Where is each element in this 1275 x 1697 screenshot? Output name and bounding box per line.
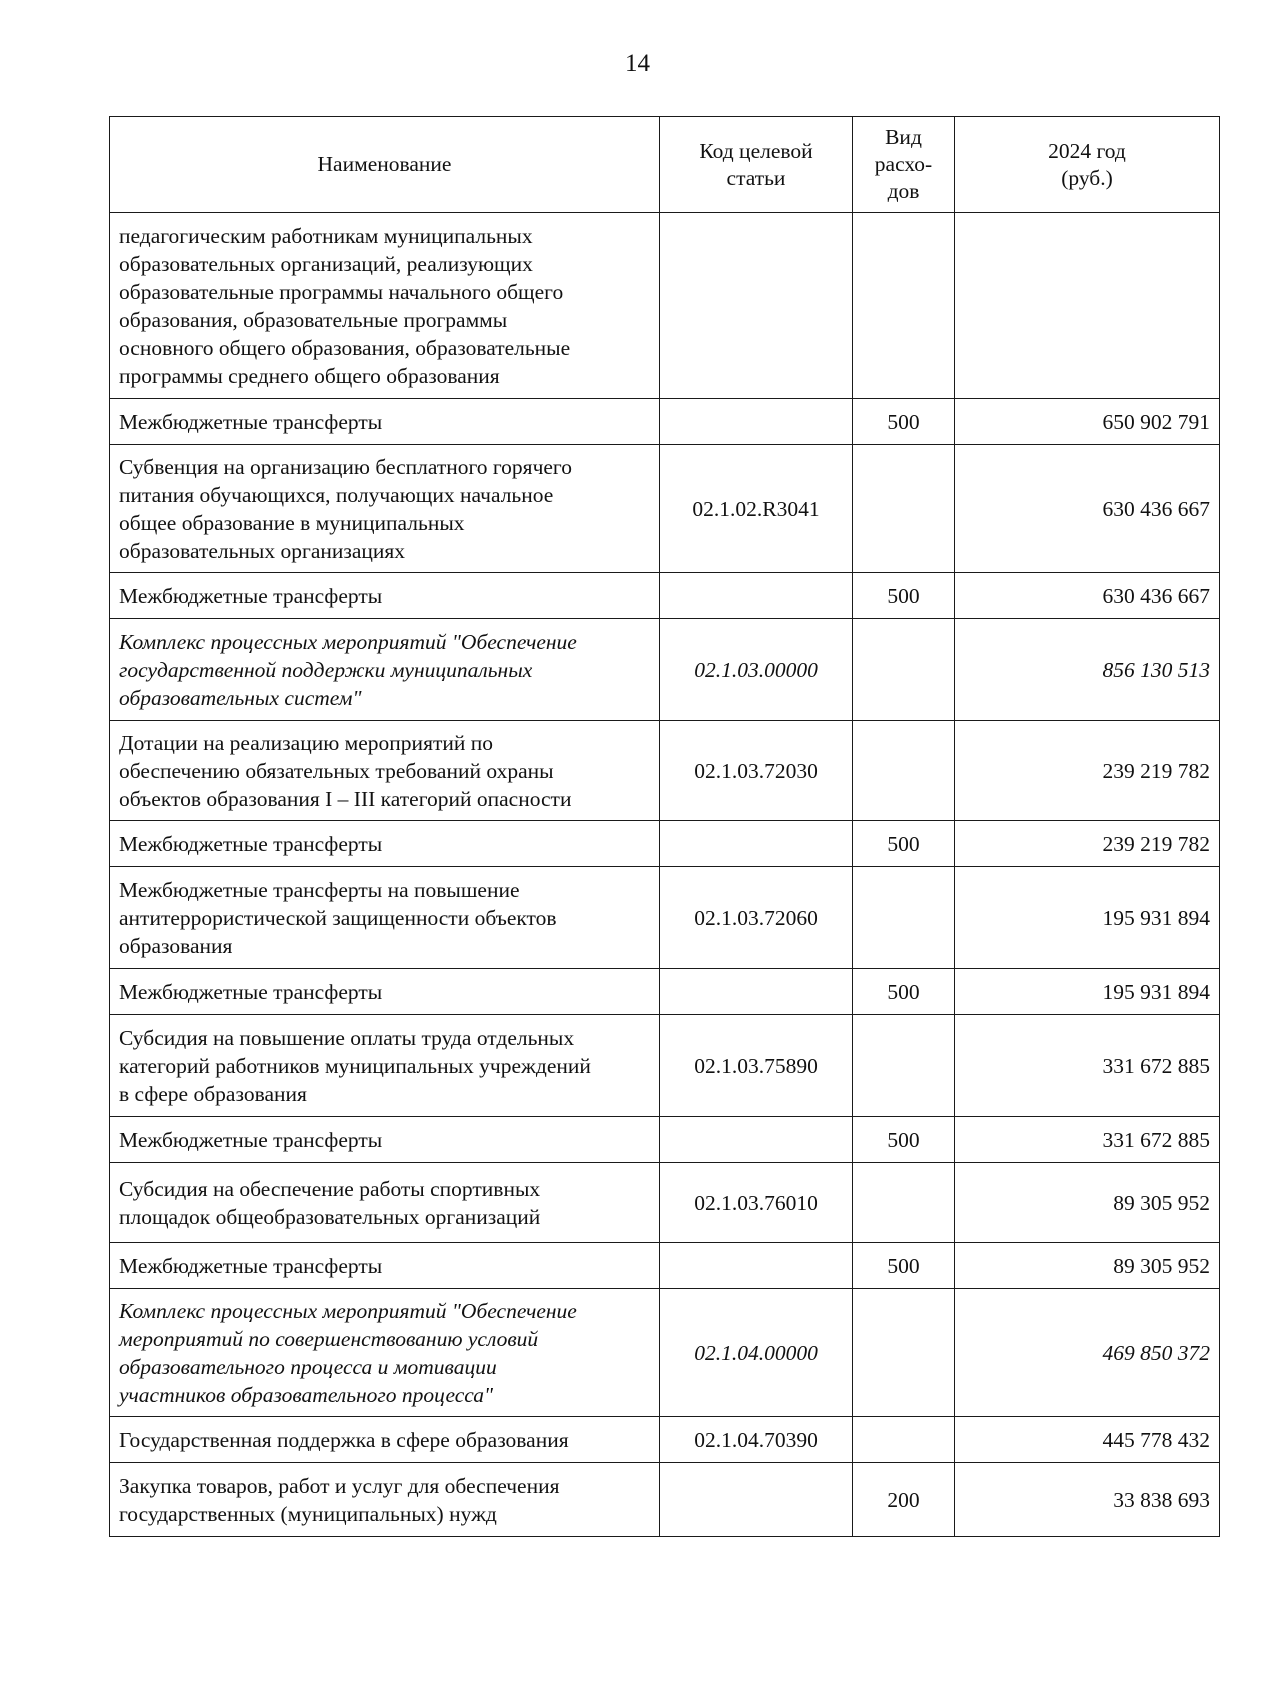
row-name-line: образовательные программы начального общего [119, 279, 564, 304]
row-name-line: образовательных организациях [119, 538, 406, 563]
row-name [110, 1163, 660, 1243]
row-code: 02.1.04.70390 [660, 1417, 853, 1463]
row-kind [853, 721, 955, 821]
header-name-text: Наименование [317, 152, 452, 176]
row-name-line: Дотации на реализацию мероприятий по [119, 730, 493, 755]
row-name [110, 721, 660, 821]
row-name [110, 573, 660, 619]
row-amount: 331 672 885 [955, 1117, 1220, 1163]
row-name-line: участников образовательного процесса" [119, 1382, 494, 1407]
row-kind [853, 867, 955, 969]
row-name-line: Комплекс процессных мероприятий "Обеспечение [119, 629, 577, 654]
row-kind [853, 619, 955, 721]
row-name-line: Комплекс процессных мероприятий "Обеспечение [119, 1298, 577, 1323]
row-amount: 89 305 952 [955, 1163, 1220, 1243]
row-name-line: питания обучающихся, получающих начальное [119, 482, 554, 507]
row-name-line: мероприятий по совершенствованию условий [119, 1326, 539, 1351]
table-row [110, 399, 1220, 445]
row-kind [853, 1163, 955, 1243]
row-name-line: Субсидия на обеспечение работы спортивных [119, 1176, 541, 1201]
row-kind [853, 213, 955, 399]
table-row [110, 213, 1220, 399]
row-code [660, 573, 853, 619]
row-code [660, 969, 853, 1015]
row-name-line: Межбюджетные трансферты [119, 583, 383, 608]
row-name-line: объектов образования I – III категорий опасности [119, 786, 572, 811]
row-code: 02.1.03.75890 [660, 1015, 853, 1117]
row-code [660, 399, 853, 445]
row-kind [853, 1015, 955, 1117]
row-amount: 89 305 952 [955, 1243, 1220, 1289]
row-name [110, 619, 660, 721]
row-code [660, 1243, 853, 1289]
row-kind: 500 [853, 969, 955, 1015]
row-code [660, 1463, 853, 1537]
row-amount: 239 219 782 [955, 721, 1220, 821]
table-row [110, 1243, 1220, 1289]
table-row [110, 445, 1220, 573]
table-row [110, 721, 1220, 821]
row-name-line: Межбюджетные трансферты на повышение [119, 877, 520, 902]
row-name-line: Межбюджетные трансферты [119, 1253, 383, 1278]
row-name-line: программы среднего общего образования [119, 363, 500, 388]
table-row [110, 1463, 1220, 1537]
row-name-line: Закупка товаров, работ и услуг для обеспечения [119, 1473, 560, 1498]
row-code: 02.1.03.72060 [660, 867, 853, 969]
row-name-line: Межбюджетные трансферты [119, 1127, 383, 1152]
row-name [110, 213, 660, 399]
row-kind: 500 [853, 573, 955, 619]
row-name-line: площадок общеобразовательных организаций [119, 1204, 541, 1229]
table-row [110, 821, 1220, 867]
row-name-line: образовательного процесса и мотивации [119, 1354, 497, 1379]
table-row [110, 867, 1220, 969]
header-code: Код целевой статьи [660, 117, 853, 213]
row-name-line: антитеррористической защищенности объектов [119, 905, 557, 930]
row-amount: 445 778 432 [955, 1417, 1220, 1463]
row-name [110, 399, 660, 445]
row-name [110, 1417, 660, 1463]
row-code: 02.1.03.76010 [660, 1163, 853, 1243]
row-kind: 200 [853, 1463, 955, 1537]
row-name-line: Межбюджетные трансферты [119, 831, 383, 856]
row-kind: 500 [853, 821, 955, 867]
row-amount: 469 850 372 [955, 1289, 1220, 1417]
row-amount: 331 672 885 [955, 1015, 1220, 1117]
table-row [110, 969, 1220, 1015]
row-name-line: общее образование в муниципальных [119, 510, 465, 535]
row-kind: 500 [853, 399, 955, 445]
table-row [110, 1289, 1220, 1417]
row-name [110, 867, 660, 969]
row-kind: 500 [853, 1243, 955, 1289]
row-amount: 630 436 667 [955, 573, 1220, 619]
row-name [110, 1289, 660, 1417]
row-code [660, 1117, 853, 1163]
row-kind [853, 1289, 955, 1417]
row-code: 02.1.03.00000 [660, 619, 853, 721]
row-amount: 650 902 791 [955, 399, 1220, 445]
row-code [660, 213, 853, 399]
row-kind [853, 445, 955, 573]
table-header-row [110, 117, 1220, 213]
row-name-line: Субвенция на организацию бесплатного горячего [119, 454, 572, 479]
table-row [110, 1163, 1220, 1243]
row-name-line: основного общего образования, образовательные [119, 335, 571, 360]
row-amount: 33 838 693 [955, 1463, 1220, 1537]
row-amount: 195 931 894 [955, 969, 1220, 1015]
row-name-line: категорий работников муниципальных учреждений [119, 1053, 591, 1078]
row-kind: 500 [853, 1117, 955, 1163]
row-code: 02.1.02.R3041 [660, 445, 853, 573]
row-name [110, 445, 660, 573]
row-code [660, 821, 853, 867]
row-name [110, 1463, 660, 1537]
table-row [110, 1117, 1220, 1163]
row-name-line: образовательных организаций, реализующих [119, 251, 533, 276]
table-row [110, 1015, 1220, 1117]
header-name [110, 117, 660, 213]
header-kind: Вид расхо- дов [853, 117, 955, 213]
row-name-line: образовательных систем" [119, 685, 362, 710]
row-name-line: образования [119, 933, 233, 958]
row-name-line: Субсидия на повышение оплаты труда отдельных [119, 1025, 575, 1050]
row-amount [955, 213, 1220, 399]
page-number: 14 [625, 50, 650, 77]
row-kind [853, 1417, 955, 1463]
table-body [110, 213, 1220, 1537]
row-name-line: государственной поддержки муниципальных [119, 657, 533, 682]
row-name-line: обеспечению обязательных требований охраны [119, 758, 554, 783]
row-amount: 195 931 894 [955, 867, 1220, 969]
row-amount: 239 219 782 [955, 821, 1220, 867]
row-name-line: педагогическим работникам муниципальных [119, 223, 533, 248]
row-amount: 856 130 513 [955, 619, 1220, 721]
table-row [110, 573, 1220, 619]
row-name-line: Межбюджетные трансферты [119, 409, 383, 434]
row-name [110, 1015, 660, 1117]
table-row [110, 1417, 1220, 1463]
row-name-line: Межбюджетные трансферты [119, 979, 383, 1004]
row-name [110, 821, 660, 867]
row-name-line: в сфере образования [119, 1081, 307, 1106]
row-name [110, 1243, 660, 1289]
row-name-line: государственных (муниципальных) нужд [119, 1501, 497, 1526]
row-name-line: Государственная поддержка в сфере образования [119, 1427, 569, 1452]
row-code: 02.1.04.00000 [660, 1289, 853, 1417]
header-amount: 2024 год (руб.) [955, 117, 1220, 213]
row-code: 02.1.03.72030 [660, 721, 853, 821]
row-amount: 630 436 667 [955, 445, 1220, 573]
row-name-line: образования, образовательные программы [119, 307, 508, 332]
table-row [110, 619, 1220, 721]
row-name [110, 1117, 660, 1163]
budget-table [109, 116, 1220, 1537]
row-name [110, 969, 660, 1015]
